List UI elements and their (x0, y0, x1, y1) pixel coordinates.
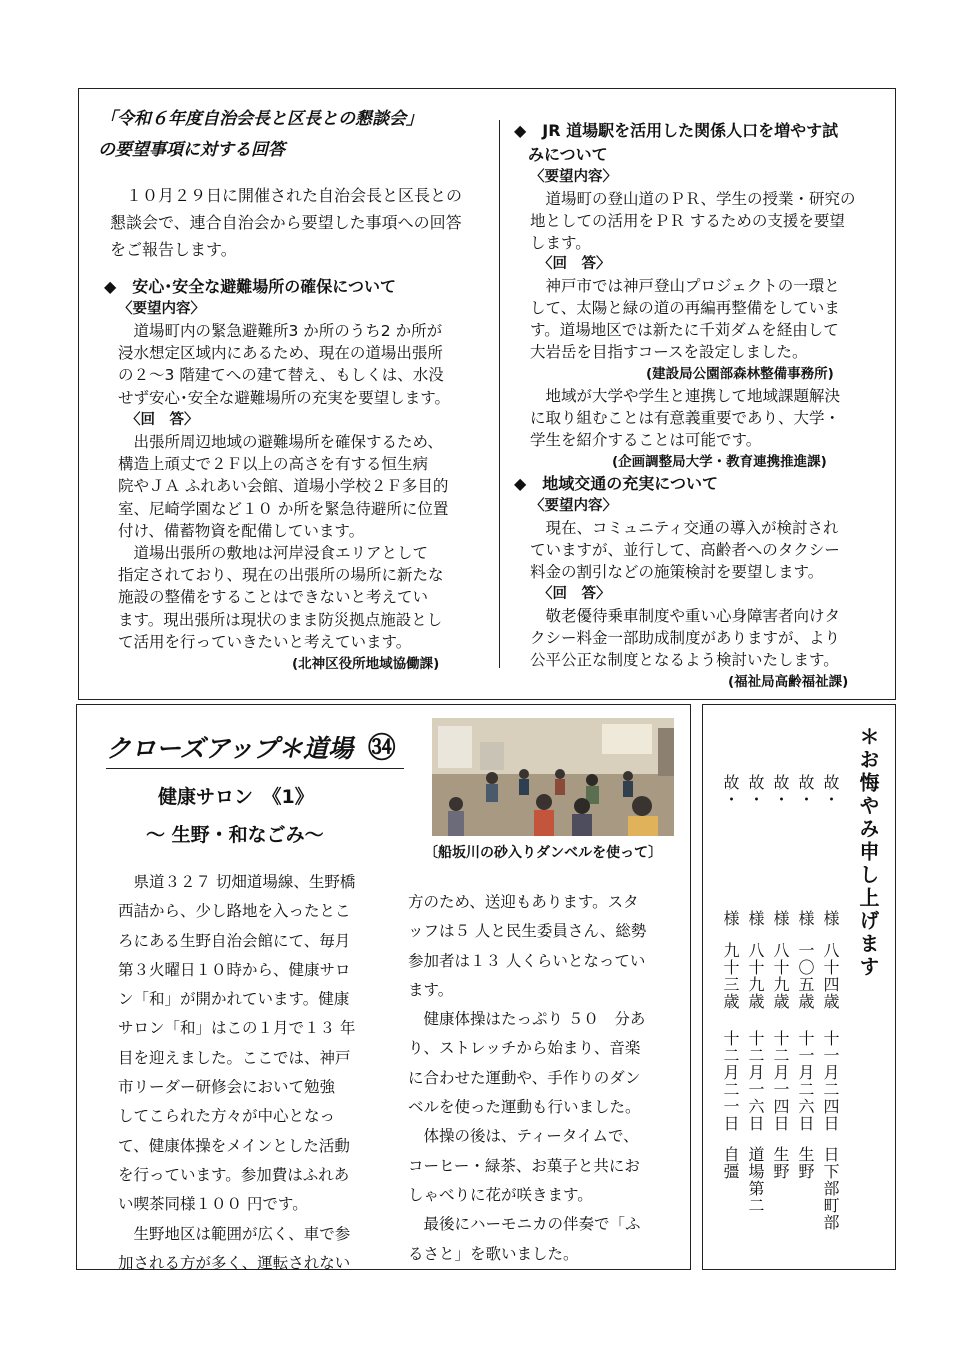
intro-line: をご報告します。 (110, 240, 237, 259)
text-line: せず安心･安全な避難場所の充実を要望します。 (118, 388, 451, 407)
section1-request (118, 320, 450, 409)
entry-sama: 様 (746, 910, 765, 927)
text-line: て、健康体操をメインとした活動 (118, 1136, 350, 1155)
entry-area: 道場第二 (746, 1146, 765, 1214)
text-line: 目を迎えました。ここでは、神戸 (118, 1048, 351, 1067)
text-line: て活用を行っていきたいと考えています。 (118, 632, 412, 651)
closeup-title-underline (106, 768, 404, 769)
entry-age: 八十九歳 (746, 942, 765, 1010)
text-line: の２～3 階建てへの建て替え、もしくは、水没 (118, 366, 444, 385)
entry-age: 九十三歳 (721, 942, 740, 1010)
intro-line: １０月２９日に開催された自治会長と区長との (110, 186, 463, 205)
entry-name: 故・ (796, 774, 815, 808)
closeup-number: ㉞ (367, 731, 396, 764)
section2-answer2 (530, 385, 840, 451)
entry-date: 十一月二四日 (821, 1030, 840, 1132)
text-line: に取り組むことは有意義重要であり、大学・ (530, 409, 841, 427)
text-line: して、太陽と緑の道の再編再整備をしていま (530, 299, 840, 317)
text-line: 県道３２７ 切畑道場線、生野橋 (118, 873, 356, 891)
text-line: 地としての活用をＰＲ するための支援を要望 (530, 212, 845, 230)
text-line: 方のため、送迎もあります。スタ (408, 893, 639, 911)
entry-name: 故・ (771, 774, 790, 808)
text-line: 付け、備蓄物資を配備しています。 (118, 521, 365, 540)
photo-caption: 〔船坂川の砂入りダンベルを使って〕 (424, 845, 663, 861)
text-line: 敬老優待乗車制度や重い心身障害者向けタ (530, 607, 841, 625)
text-line: 市リーダー研修会において勉強 (118, 1078, 336, 1097)
section2-source2: (企画調整局大学・教育連携推進課) (612, 454, 827, 470)
entry-name: 故・ (746, 774, 765, 808)
entry-date: 十二月一六日 (746, 1030, 765, 1132)
section3-heading: ◆ 地域交通の充実について (514, 474, 718, 493)
entry-age: 一〇五歳 (796, 942, 815, 1010)
closeup-title (106, 726, 396, 766)
entry-date: 十一月二六日 (796, 1030, 815, 1132)
text-line: 体操の後は、ティータイムで、 (408, 1127, 639, 1146)
text-line: を行っています。参加費はふれあ (118, 1165, 350, 1184)
text-line: ていますが、並行して、高齢者へのタクシー (530, 541, 840, 559)
text-line: サロン「和」はこの１月で１３ 年 (118, 1019, 356, 1038)
text-line: 参加者は１３ 人くらいとなってい (408, 951, 646, 970)
text-line: 生野地区は範囲が広く、車で参 (118, 1224, 351, 1243)
text-line: 室、尼崎学園など１０ か所を緊急待避所に位置 (118, 499, 449, 518)
section3-source: (福祉局高齢福祉課) (728, 674, 849, 690)
text-line: す。道場地区では新たに千苅ダムを経由して (530, 321, 839, 339)
section2-source1: (建設局公園部森林整備事務所) (646, 366, 834, 382)
text-line: 大岩岳を目指すコースを設定しました。 (530, 343, 808, 361)
closeup-title-text: クローズアップ＊道場 (106, 734, 354, 763)
text-line: 浸水想定区域内にあるため、現在の道場出張所 (118, 344, 443, 363)
text-line: ろにある生野自治会館にて、毎月 (118, 931, 351, 950)
text-line: に合わせた運動や、手作りのダン (408, 1068, 641, 1087)
text-line: コーヒー・緑茶、お菓子と共にお (408, 1156, 640, 1175)
entry-date: 十二月一四日 (771, 1030, 790, 1132)
section3-answer (530, 605, 840, 671)
text-line: 院やＪＡ ふれあい会館、道場小学校２Ｆ多目的 (118, 477, 449, 496)
text-line: ます。 (408, 980, 454, 999)
entry-area: 日下部町部 (821, 1146, 840, 1231)
text-line: 健康体操はたっぷり ５０ 分あ (408, 1010, 646, 1029)
text-line: 道場出張所の敷地は河岸浸食エリアとして (118, 544, 429, 563)
closeup-column2 (408, 888, 646, 1269)
entry-area: 生野 (771, 1146, 790, 1180)
text-line: 料金の割引などの施策検討を要望します。 (530, 563, 824, 581)
entry-area: 生野 (796, 1146, 815, 1180)
entry-sama: 様 (796, 910, 815, 927)
section3-request-label: 〈要望内容〉 (530, 498, 617, 514)
text-line: してこられた方々が中心となっ (118, 1107, 336, 1126)
entry-sama: 様 (821, 910, 840, 927)
text-line: ン「和」が開かれています。健康 (118, 990, 350, 1009)
closeup-column1 (118, 868, 355, 1278)
text-line: 出張所周辺地域の避難場所を確保するため、 (118, 433, 443, 451)
top-column-divider (499, 120, 500, 668)
text-line: ます。現出張所は現状のまま防災拠点施設とし (118, 610, 443, 629)
section3-answer-label: 〈回 答〉 (538, 586, 611, 602)
section2-request-label: 〈要望内容〉 (530, 169, 617, 185)
text-line: 指定されており、現在の出張所の場所に新たな (118, 566, 444, 585)
condolence-title: ＊お悔やみ申し上げます (856, 726, 880, 979)
text-line: 地域が大学や学生と連携して地域課題解決 (530, 387, 841, 405)
text-line: ベルを使った運動も行いました。 (408, 1098, 641, 1117)
salon-photo (432, 718, 674, 836)
top-title-line1: 「令和６年度自治会長と区長との懇談会」 (100, 109, 423, 129)
section1-answer-label: 〈回 答〉 (126, 412, 199, 428)
section1-source: (北神区役所地域協働課) (292, 656, 440, 672)
section3-request (530, 517, 840, 583)
entry-age: 八十九歳 (771, 942, 790, 1010)
top-title-line2: の要望事項に対する回答 (98, 140, 285, 160)
text-line: 道場町の登山道のＰＲ、学生の授業・研究の (530, 190, 856, 208)
closeup-subtitle2: ～ 生野・和なごみ～ (146, 824, 324, 846)
section2-heading-line1: ◆ JR 道場駅を活用した関係人口を増やす試 (514, 121, 839, 140)
entry-name: 故・ (721, 774, 740, 808)
text-line: しゃべりに花が咲きます。 (408, 1185, 593, 1204)
entry-sama: 様 (721, 910, 740, 927)
text-line: 最後にハーモニカの伴奏で「ふ (408, 1215, 641, 1234)
entry-name: 故・ (821, 774, 840, 808)
text-line: 施設の整備をすることはできないと考えてい (118, 588, 429, 607)
text-line: るさと」を歌いました。 (408, 1244, 579, 1263)
salon-photo-illustration (432, 718, 674, 836)
text-line: 第３火曜日１０時から、健康サロ (118, 960, 351, 979)
section2-request (530, 188, 856, 254)
entry-age: 八十四歳 (821, 942, 840, 1010)
section1-request-label: 〈要望内容〉 (118, 301, 205, 317)
text-line: い喫茶同様１００ 円です。 (118, 1195, 308, 1214)
text-line: 神戸市では神戸登山プロジェクトの一環と (530, 277, 840, 295)
text-line: ッフは５ 人と民生委員さん、総勢 (408, 922, 647, 941)
text-line: り、ストレッチから始まり、音楽 (408, 1039, 641, 1058)
entry-area: 自彊 (721, 1146, 740, 1180)
section1-answer (118, 431, 448, 653)
section2-heading-line2: みについて (528, 145, 608, 164)
text-line: 加される方が多く、運転されない (118, 1253, 351, 1272)
text-line: 道場町内の緊急避難所3 か所のうち2 か所が (118, 322, 443, 340)
text-line: 学生を紹介することは可能です。 (530, 431, 762, 449)
entry-sama: 様 (771, 910, 790, 927)
text-line: 西詰から、少し路地を入ったとこ (118, 902, 351, 921)
text-line: 公平公正な制度となるよう検討いたします。 (530, 651, 839, 669)
closeup-subtitle1: 健康サロン 《1》 (158, 786, 314, 808)
top-intro (110, 182, 462, 263)
section1-heading: ◆ 安心･安全な避難場所の確保について (104, 277, 396, 296)
text-line: 構造上頑丈で２Ｆ以上の高さを有する恒生病 (118, 455, 429, 474)
text-line: します。 (530, 234, 591, 252)
section2-answer-label: 〈回 答〉 (538, 256, 611, 272)
intro-line: 懇談会で、連合自治会から要望した事項への回答 (110, 213, 462, 232)
text-line: 現在、コミュニティ交通の導入が検討され (530, 519, 839, 537)
entry-date: 十二月二一日 (721, 1030, 740, 1132)
text-line: クシー料金一部助成制度がありますが、より (530, 629, 841, 647)
section2-answer (530, 275, 840, 363)
